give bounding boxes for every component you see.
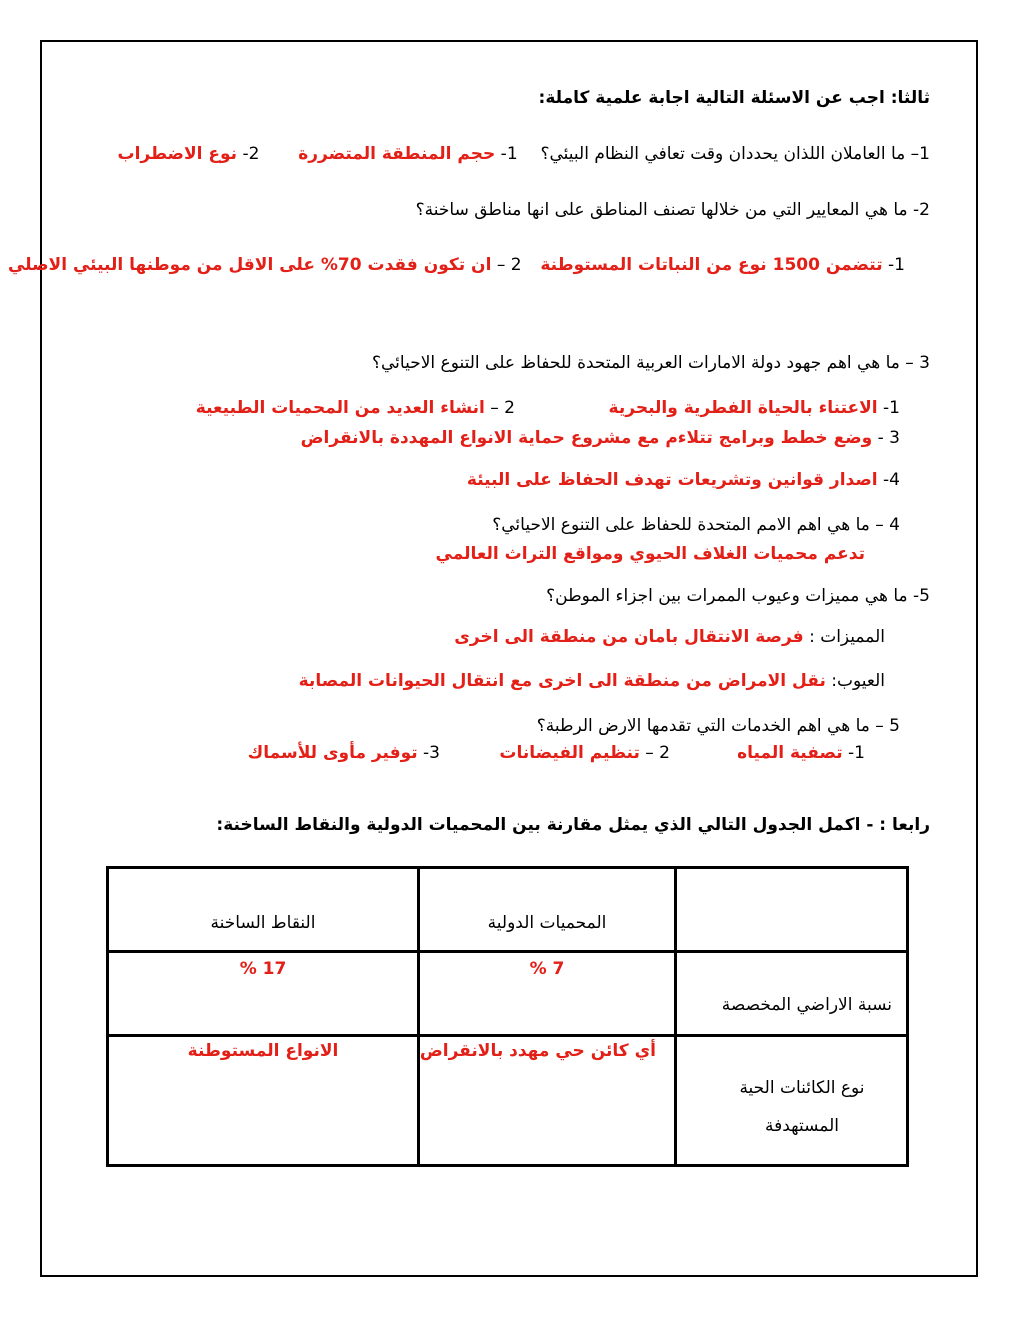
q5b-answer1: تصفية المياه (737, 743, 843, 763)
row2-label: نوع الكائنات الحية المستهدفة (739, 1078, 865, 1136)
q1-line (118, 142, 930, 166)
q5a-advantages-label: المميزات : (809, 627, 885, 647)
q2-answer1: تتضمن 1500 نوع من النباتات المستوطنة (540, 255, 883, 275)
q2-answer2: ان تكون فقدت 70% على الاقل من موطنها البيئي الاصلي (7, 255, 492, 275)
row1-hotspots: 17 % (239, 959, 287, 979)
header-empty-cell (676, 868, 908, 952)
q3-answer2: انشاء العديد من المحميات الطبيعية (195, 398, 485, 418)
header-hotspots: النقاط الساخنة (210, 913, 316, 933)
q3-answer4-number: 4- (883, 470, 900, 490)
q1-question: 1– ما العاملان اللذان يحددان وقت تعافي النظام البيئي؟ (540, 144, 930, 164)
q5b-answer2: تنظيم الفيضانات (499, 743, 640, 763)
row2-international: أي كائن حي مهدد بالانقراض (419, 1041, 656, 1061)
header-international: المحميات الدولية (487, 913, 607, 933)
q4-question: 4 – ما هي اهم الامم المتحدة للحفاظ على التنوع الاحيائي؟ (492, 515, 900, 535)
table-row (108, 952, 908, 1036)
header-hotspots-cell (108, 868, 419, 952)
comparison-table (106, 866, 909, 1167)
row1-international: 7 % (529, 959, 565, 979)
row2-label-cell (676, 1036, 908, 1166)
row1-hotspots-cell (108, 952, 419, 1036)
q5b-answer3-number: 3- (423, 743, 440, 763)
header-international-cell (419, 868, 676, 952)
table-row (108, 1036, 908, 1166)
section4-heading: رابعا : - اكمل الجدول التالي الذي يمثل مقارنة بين المحميات الدولية والنقاط الساخنة: (216, 815, 930, 835)
q5b-answer3: توفير مأوى للأسماك (247, 743, 418, 763)
q3-answer4: اصدار قوانين وتشريعات تهدف الحفاظ على البيئة (466, 470, 878, 490)
q4-answer: تدعم محميات الغلاف الحيوي ومواقع التراث العالمي (435, 544, 865, 564)
q5a-disadvantages-label: العيوب: (831, 671, 885, 691)
row1-label-cell (676, 952, 908, 1036)
q1-answer1-number: 1- (500, 144, 518, 164)
row1-international-cell (419, 952, 676, 1036)
q1-answer2-number: 2- (242, 144, 260, 164)
q2-answers (8, 253, 905, 277)
q2-answer1-number: 1- (888, 255, 905, 275)
q5a-question: 5- ما هي مميزات وعيوب الممرات بين اجزاء الموطن؟ (546, 586, 930, 606)
q3-answer3-number: 3 - (877, 428, 900, 448)
q5b-answer1-number: 1- (848, 743, 865, 763)
q3-answer2-line (196, 396, 515, 420)
q5b-answer2-line (499, 741, 670, 765)
q5a-advantages: فرصة الانتقال بامان من منطقة الى اخرى (454, 627, 804, 647)
q3-answer1-line (609, 396, 900, 420)
q5a-disadvantages-line (299, 669, 885, 693)
q5b-answer2-number: 2 – (645, 743, 670, 763)
q3-answer3-line (301, 426, 900, 450)
q5b-answer1-line (737, 741, 865, 765)
row2-hotspots: الانواع المستوطنة (187, 1041, 339, 1061)
q3-question: 3 – ما هي اهم جهود دولة الامارات العربية المتحدة للحفاظ على التنوع الاحيائي؟ (371, 353, 930, 373)
row2-hotspots-cell (108, 1036, 419, 1166)
row1-label: نسبة الاراضي المخصصة (721, 995, 892, 1015)
q5a-disadvantages: نقل الامراض من منطقة الى اخرى مع انتقال الحيوانات المصابة (298, 671, 826, 691)
table-header-row (108, 868, 908, 952)
q1-answer2: نوع الاضطراب (117, 144, 238, 164)
section3-heading: ثالثا: اجب عن الاسئلة التالية اجابة علمية كاملة: (538, 88, 930, 108)
q3-answer4-line (467, 468, 900, 492)
q3-answer3: وضع خطط وبرامج تتلاءم مع مشروع حماية الانواع المهددة بالانقراض (300, 428, 873, 448)
q5a-advantages-line (454, 625, 885, 649)
q3-answer1-number: 1- (883, 398, 900, 418)
q2-answer2-number: 2 – (496, 255, 522, 275)
row2-international-cell (419, 1036, 676, 1166)
q5b-question: 5 – ما هي اهم الخدمات التي تقدمها الارض الرطبة؟ (536, 716, 900, 736)
q3-answer1: الاعتناء بالحياة الفطرية والبحرية (608, 398, 878, 418)
q5b-answer3-line (248, 741, 440, 765)
q1-answer1: حجم المنطقة المتضررة (298, 144, 496, 164)
q2-question: 2- ما هي المعايير التي من خلالها تصنف المناطق على انها مناطق ساخنة؟ (415, 200, 930, 220)
q3-answer2-number: 2 – (490, 398, 515, 418)
